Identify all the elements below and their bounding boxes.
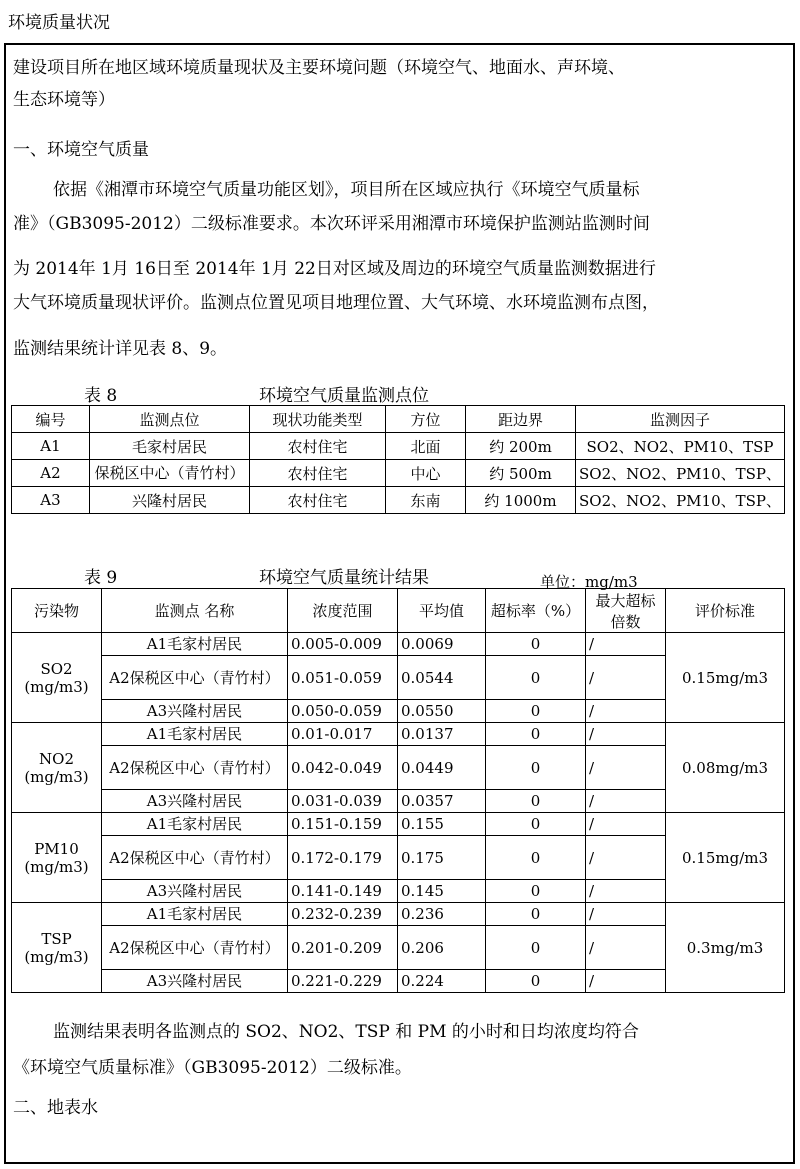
table9-cell: / (586, 880, 666, 903)
table8-cell: A3 (12, 487, 90, 514)
table9-cell: 0 (486, 836, 586, 880)
para1-line5: 监测结果统计详见表 8、9。 (13, 339, 228, 359)
table9-header-cell: 平均值 (398, 589, 486, 633)
table8-title: 环境空气质量监测点位 (259, 386, 429, 406)
standard-cell: 0.15mg/m3 (666, 633, 785, 723)
table9-header-cell: 监测点 名称 (102, 589, 288, 633)
table9-cell: 0.051-0.059 (288, 656, 398, 700)
pollutant-name: TSP (41, 929, 72, 948)
table8-cell: 北面 (386, 433, 466, 460)
table9-cell: / (586, 903, 666, 926)
standard-cell: 0.08mg/m3 (666, 723, 785, 813)
table9-cell: 0.151-0.159 (288, 813, 398, 836)
table9-cell: A3兴隆村居民 (102, 700, 288, 723)
table8-cell: 兴隆村居民 (90, 487, 250, 514)
table9-cell: 0.232-0.239 (288, 903, 398, 926)
table8-cell: 约 500m (466, 460, 576, 487)
heading-air-quality: 一、环境空气质量 (13, 140, 149, 160)
pollutant-unit: (mg/m3) (24, 947, 89, 966)
table9-cell: A1毛家村居民 (102, 813, 288, 836)
table8-cell: 农村住宅 (250, 460, 386, 487)
table9-cell: / (586, 970, 666, 993)
table8-header-cell: 监测点位 (90, 406, 250, 433)
table9-cell: 0 (486, 790, 586, 813)
table9-cell: 0.155 (398, 813, 486, 836)
table8-cell: 农村住宅 (250, 487, 386, 514)
table9-cell: 0.031-0.039 (288, 790, 398, 813)
table8-cell: 约 200m (466, 433, 576, 460)
heading-surface-water: 二、地表水 (13, 1098, 98, 1118)
section-header-line2: 生态环境等） (13, 90, 115, 110)
table9-cell: 0.042-0.049 (288, 746, 398, 790)
table9-cell: A2保税区中心（青竹村） (102, 836, 288, 880)
table9-header-cell: 污染物 (12, 589, 102, 633)
para1-line3: 为 2014年 1月 16日至 2014年 1月 22日对区域及周边的环境空气质量监测数据进行 (13, 259, 656, 279)
table8-monitoring-points (11, 405, 785, 514)
table8-header-cell: 距边界 (466, 406, 576, 433)
table9-cell: / (586, 926, 666, 970)
table9-header-cell: 最大超标倍数 (586, 589, 666, 633)
table9-cell: 0.141-0.149 (288, 880, 398, 903)
table-row (12, 633, 785, 656)
table9-cell: A3兴隆村居民 (102, 880, 288, 903)
table9-header-cell: 超标率（%） (486, 589, 586, 633)
standard-cell: 0.15mg/m3 (666, 813, 785, 903)
table8-header-cell: 监测因子 (576, 406, 785, 433)
table9-cell: 0 (486, 633, 586, 656)
para1-line2: 准》（GB3095-2012）二级标准要求。本次环评采用湘潭市环境保护监测站监测时间 (13, 214, 650, 234)
table8-header-cell: 现状功能类型 (250, 406, 386, 433)
table-row (12, 460, 785, 487)
table8-cell: 约 1000m (466, 487, 576, 514)
table9-cell: 0 (486, 926, 586, 970)
table9-cell: 0 (486, 656, 586, 700)
table9-header-cell: 浓度范围 (288, 589, 398, 633)
table8-header-cell: 编号 (12, 406, 90, 433)
table9-cell: 0.221-0.229 (288, 970, 398, 993)
table9-cell: 0.0449 (398, 746, 486, 790)
table-row (12, 723, 785, 746)
pollutant-cell (12, 633, 102, 723)
table9-unit: 单位：mg/m3 (540, 573, 638, 591)
table9-cell: 0.0544 (398, 656, 486, 700)
table9-cell: 0 (486, 903, 586, 926)
para2-line2: 《环境空气质量标准》（GB3095-2012）二级标准。 (13, 1058, 412, 1078)
table9-cell: / (586, 813, 666, 836)
table9-cell: A2保税区中心（青竹村） (102, 926, 288, 970)
table8-cell: 农村住宅 (250, 433, 386, 460)
table9-cell: 0.050-0.059 (288, 700, 398, 723)
table9-cell: 0.175 (398, 836, 486, 880)
pollutant-unit: (mg/m3) (24, 857, 89, 876)
table9-cell: A3兴隆村居民 (102, 790, 288, 813)
table9-cell: / (586, 700, 666, 723)
table9-cell: / (586, 836, 666, 880)
table9-cell: 0 (486, 723, 586, 746)
table8-cell: 中心 (386, 460, 466, 487)
table9-cell: 0 (486, 746, 586, 790)
pollutant-cell (12, 723, 102, 813)
table8-header-cell: 方位 (386, 406, 466, 433)
table9-cell: 0 (486, 880, 586, 903)
table8-cell: 保税区中心（青竹村） (90, 460, 250, 487)
table-row (12, 903, 785, 926)
pollutant-name: SO2 (40, 659, 73, 678)
table8-cell: 东南 (386, 487, 466, 514)
table9-cell: 0.0137 (398, 723, 486, 746)
table-row (12, 813, 785, 836)
table9-cell: 0 (486, 970, 586, 993)
page-title: 环境质量状况 (8, 13, 110, 33)
pollutant-name: PM10 (34, 839, 79, 858)
table9-cell: A2保税区中心（青竹村） (102, 656, 288, 700)
table9-label: 表 9 (84, 568, 118, 588)
para1-line4: 大气环境质量现状评价。监测点位置见项目地理位置、大气环境、水环境监测布点图， (13, 293, 659, 313)
table9-title: 环境空气质量统计结果 (259, 568, 429, 588)
table8-header-row (12, 406, 785, 433)
table9-cell: 0 (486, 813, 586, 836)
table9-cell: 0.0069 (398, 633, 486, 656)
table-row (12, 433, 785, 460)
table9-cell: / (586, 656, 666, 700)
table8-label: 表 8 (84, 386, 118, 406)
table9-cell: A3兴隆村居民 (102, 970, 288, 993)
table9-cell: / (586, 746, 666, 790)
table9-cell: A1毛家村居民 (102, 633, 288, 656)
table9-statistics (11, 588, 785, 993)
table9-cell: 0.0357 (398, 790, 486, 813)
table9-cell: 0.005-0.009 (288, 633, 398, 656)
para2-line1: 监测结果表明各监测点的 SO2、NO2、TSP 和 PM 的小时和日均浓度均符合 (53, 1022, 639, 1042)
pollutant-unit: (mg/m3) (24, 767, 89, 786)
table8-cell: 毛家村居民 (90, 433, 250, 460)
table9-header-cell: 评价标准 (666, 589, 785, 633)
table8-cell: A2 (12, 460, 90, 487)
table9-cell: 0.01-0.017 (288, 723, 398, 746)
table9-cell: A1毛家村居民 (102, 903, 288, 926)
table9-cell: 0.206 (398, 926, 486, 970)
table9-cell: A2保税区中心（青竹村） (102, 746, 288, 790)
pollutant-cell (12, 903, 102, 993)
table9-cell: 0.224 (398, 970, 486, 993)
standard-cell: 0.3mg/m3 (666, 903, 785, 993)
pollutant-unit: (mg/m3) (24, 677, 89, 696)
table-row (12, 487, 785, 514)
table9-cell: / (586, 790, 666, 813)
pollutant-name: NO2 (39, 749, 74, 768)
table8-cell: SO2、NO2、PM10、TSP (576, 433, 785, 460)
table9-cell: 0.145 (398, 880, 486, 903)
table9-cell: 0.236 (398, 903, 486, 926)
table8-cell: A1 (12, 433, 90, 460)
table8-cell: SO2、NO2、PM10、TSP、 (576, 487, 785, 514)
pollutant-cell (12, 813, 102, 903)
table9-cell: 0.172-0.179 (288, 836, 398, 880)
table9-cell: 0.0550 (398, 700, 486, 723)
table9-cell: / (586, 633, 666, 656)
para1-line1: 依据《湘潭市环境空气质量功能区划》，项目所在区域应执行《环境空气质量标 (53, 180, 640, 200)
table8-cell: SO2、NO2、PM10、TSP、 (576, 460, 785, 487)
table9-cell: / (586, 723, 666, 746)
table9-cell: 0.201-0.209 (288, 926, 398, 970)
table9-header-row (12, 589, 785, 633)
section-header-line1: 建设项目所在地区域环境质量现状及主要环境问题（环境空气、地面水、声环境、 (13, 58, 625, 78)
table9-cell: A1毛家村居民 (102, 723, 288, 746)
table9-cell: 0 (486, 700, 586, 723)
